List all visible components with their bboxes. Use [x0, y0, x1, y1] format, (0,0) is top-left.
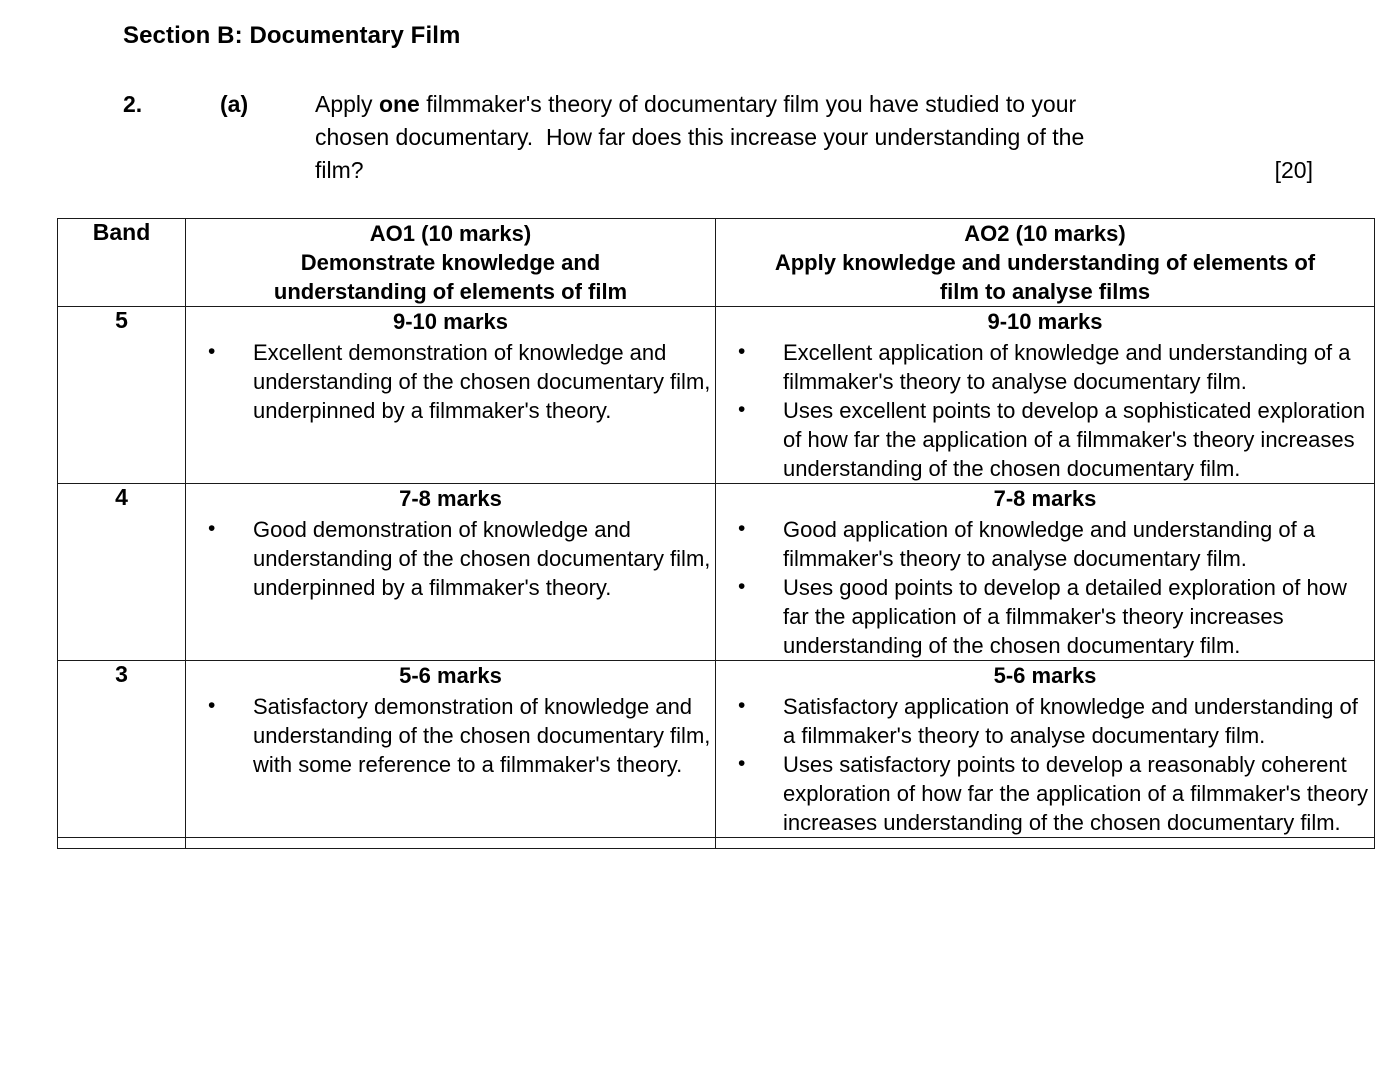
marks-label: 9-10 marks	[987, 309, 1103, 334]
ao2-cell-partial	[716, 838, 1375, 849]
band-5-ao1-cell	[186, 307, 716, 484]
table-row	[58, 307, 1375, 484]
marks-label: 5-6 marks	[399, 663, 502, 688]
question-line-1-post: filmmaker's theory of documentary film you have studied to your	[419, 91, 1077, 117]
criteria-text: • Uses excellent points to develop a sophisticated exploration of how far the application of a filmmaker's theory increases understanding of the chosen documentary film.	[783, 398, 1366, 481]
marks-label: 5-6 marks	[993, 663, 1097, 688]
criteria-bullet	[186, 338, 715, 425]
band-5-ao2-cell	[716, 307, 1375, 484]
question-line-3-text: film?	[315, 157, 364, 183]
question-line-3	[315, 154, 1313, 187]
table-header-row	[58, 219, 1375, 307]
header-ao2	[716, 219, 1375, 307]
criteria-list	[186, 338, 715, 425]
band-4-ao1-cell	[186, 484, 716, 661]
header-ao1-title: AO1 (10 marks)	[369, 221, 532, 246]
criteria-list	[716, 515, 1374, 660]
criteria-text: • Good application of knowledge and understanding of a filmmaker's theory to analyse documentary film.	[783, 517, 1316, 571]
criteria-bullet	[186, 692, 715, 779]
band-3-ao1-cell	[186, 661, 716, 838]
criteria-text: • Satisfactory application of knowledge and understanding of a filmmaker's theory to analyse documentary film.	[783, 694, 1358, 748]
header-ao1	[186, 219, 716, 307]
question-line-1	[315, 88, 1313, 121]
question-line-2: chosen documentary. How far does this increase your understanding of the	[315, 124, 1085, 150]
header-ao2-title: AO2 (10 marks)	[964, 221, 1126, 246]
criteria-bullet	[186, 515, 715, 602]
criteria-text: • Excellent application of knowledge and understanding of a filmmaker's theory to analyse documentary film.	[783, 340, 1351, 394]
band-number: 5	[58, 307, 186, 484]
ao1-cell-partial	[186, 838, 716, 849]
band-number: 3	[58, 661, 186, 838]
header-ao2-desc-line-1: Apply knowledge and understanding of elements of	[774, 250, 1316, 275]
band-3-ao2-cell	[716, 661, 1375, 838]
question-emphasis-one: one	[378, 91, 420, 117]
table-row-partial	[58, 838, 1375, 849]
marks-label: 7-8 marks	[399, 486, 502, 511]
question-letter: (a)	[220, 91, 249, 117]
marks-label: 9-10 marks	[393, 309, 508, 334]
criteria-text: • Uses good points to develop a detailed exploration of how far the application of a filmmaker's theory increases understanding of the chosen documentary film.	[783, 575, 1347, 658]
criteria-list	[716, 338, 1374, 483]
mark-scheme-table	[57, 218, 1375, 849]
table-row	[58, 484, 1375, 661]
criteria-bullet	[716, 573, 1374, 660]
question-marks: [20]	[1274, 157, 1313, 183]
marks-label: 7-8 marks	[993, 486, 1097, 511]
criteria-text: • Excellent demonstration of knowledge and understanding of the chosen documentary film, underpinned by a filmmaker's theory.	[253, 340, 711, 423]
criteria-bullet	[716, 515, 1374, 573]
criteria-list	[716, 692, 1374, 837]
header-ao1-desc-line-2: understanding of elements of film	[273, 279, 628, 304]
criteria-list	[186, 692, 715, 779]
criteria-text: • Satisfactory demonstration of knowledge and understanding of the chosen documentary film, with some reference to a filmmaker's theory.	[253, 694, 711, 777]
band-cell-partial	[58, 838, 186, 849]
header-band: Band	[58, 219, 186, 307]
criteria-bullet	[716, 750, 1374, 837]
section-heading: Section B: Documentary Film	[123, 22, 461, 49]
criteria-bullet	[716, 396, 1374, 483]
question-block	[123, 88, 1313, 187]
band-number: 4	[58, 484, 186, 661]
question-line-1-pre: Apply	[315, 91, 379, 117]
criteria-list	[186, 515, 715, 602]
criteria-text: • Good demonstration of knowledge and understanding of the chosen documentary film, underpinned by a filmmaker's theory.	[253, 517, 711, 600]
question-number: 2.	[123, 91, 143, 117]
criteria-text: • Uses satisfactory points to develop a reasonably coherent exploration of how far the application of a filmmaker's theory increases understanding of the chosen documentary film.	[783, 752, 1369, 835]
header-ao1-desc-line-1: Demonstrate knowledge and	[300, 250, 601, 275]
header-ao2-desc-line-2: film to analyse films	[939, 279, 1151, 304]
band-4-ao2-cell	[716, 484, 1375, 661]
criteria-bullet	[716, 338, 1374, 396]
criteria-bullet	[716, 692, 1374, 750]
table-row	[58, 661, 1375, 838]
question-text	[315, 88, 1313, 187]
